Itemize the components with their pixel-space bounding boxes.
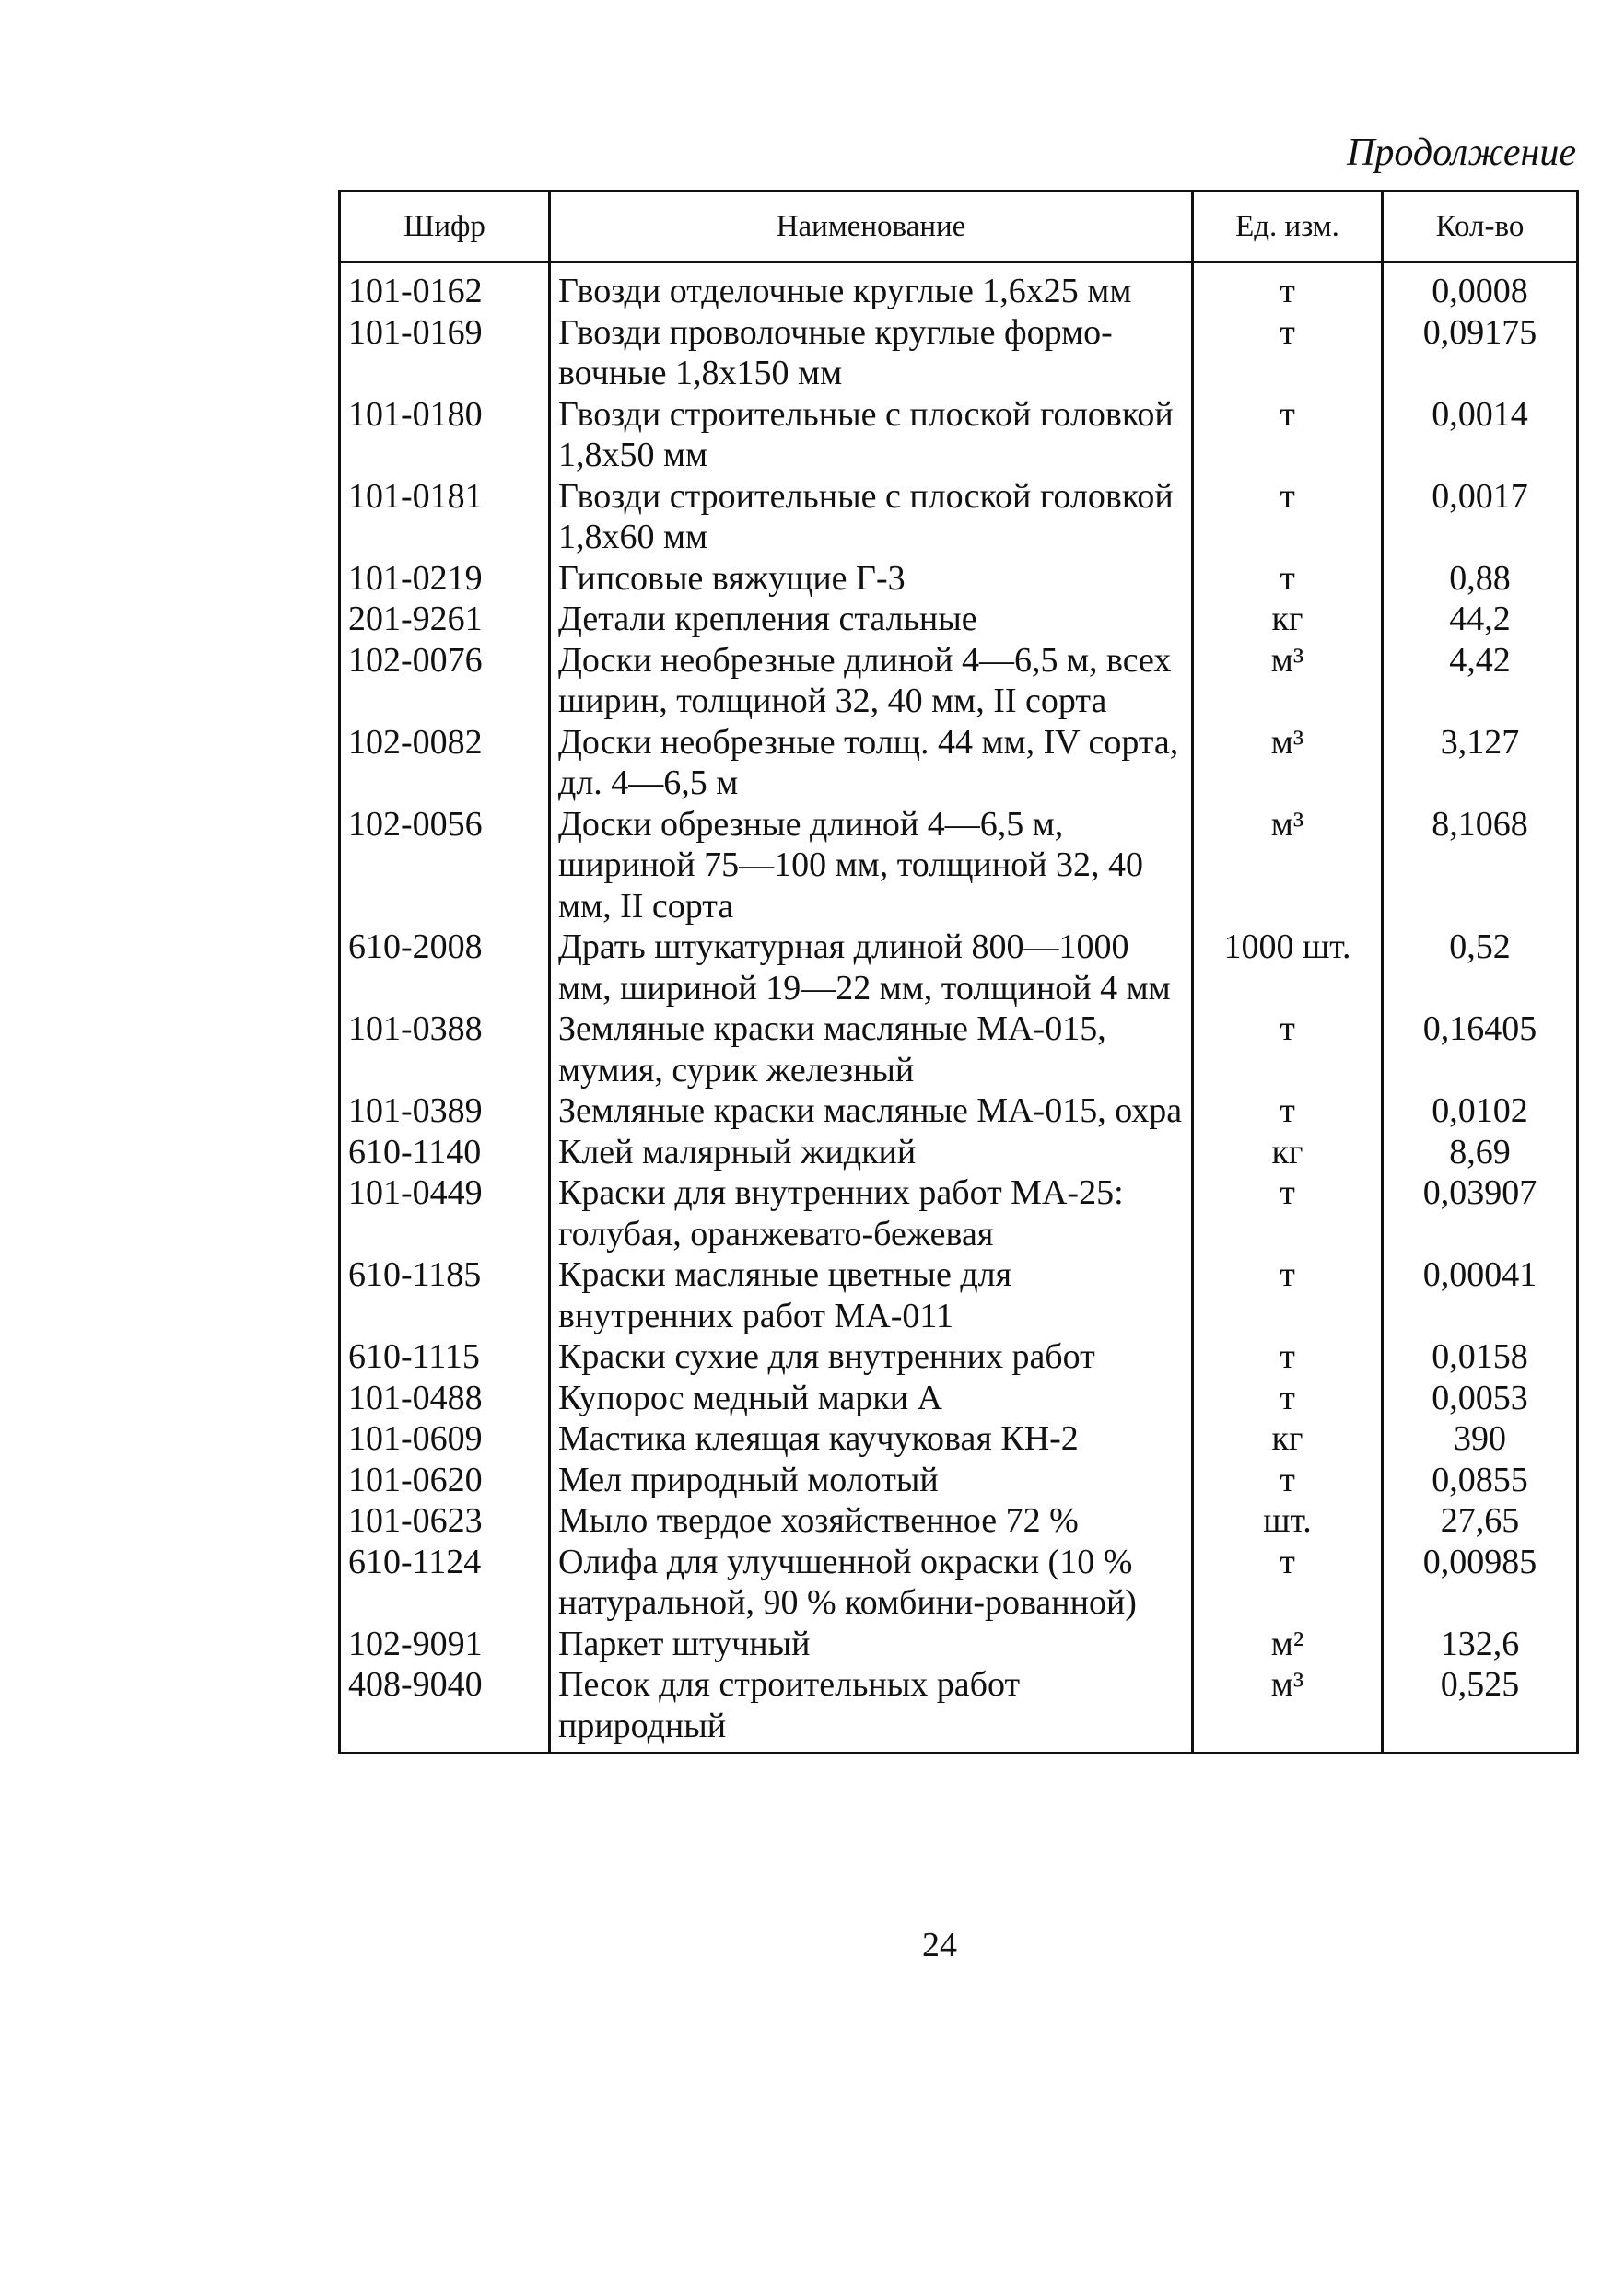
cell-code: 102-0056 [340, 804, 550, 927]
cell-code: 610-1140 [340, 1132, 550, 1173]
cell-code: 102-0082 [340, 722, 550, 804]
cell-code: 610-1124 [340, 1542, 550, 1624]
cell-name: Гвозди строительные с плоской головкой 1,8х60 мм [550, 476, 1193, 558]
cell-name: Олифа для улучшенной окраски (10 % натуральной, 90 % комбини-рованной) [550, 1542, 1193, 1624]
cell-quantity: 0,52 [1383, 927, 1578, 1008]
continuation-label: Продолжение [1347, 132, 1576, 174]
cell-name: Краски сухие для внутренних работ [550, 1336, 1193, 1378]
table-row [340, 1336, 1578, 1378]
cell-unit: м³ [1193, 804, 1383, 927]
cell-quantity: 0,0014 [1383, 394, 1578, 476]
table-row [340, 722, 1578, 804]
cell-name: Песок для строительных работ природный [550, 1664, 1193, 1754]
table-row [340, 1460, 1578, 1501]
table-row [340, 1090, 1578, 1132]
cell-quantity: 8,69 [1383, 1132, 1578, 1173]
cell-code: 101-0162 [340, 262, 550, 312]
table-header-row [340, 192, 1578, 262]
column-header-code: Шифр [340, 192, 550, 262]
table-row [340, 1500, 1578, 1542]
table-row [340, 1008, 1578, 1090]
cell-unit: 1000 шт. [1193, 927, 1383, 1008]
column-header-name: Наименование [550, 192, 1193, 262]
table-row [340, 558, 1578, 600]
cell-name: Земляные краски масляные МА-015, мумия, сурик железный [550, 1008, 1193, 1090]
cell-unit: т [1193, 1254, 1383, 1336]
cell-quantity: 4,42 [1383, 640, 1578, 722]
cell-code: 101-0488 [340, 1378, 550, 1419]
table-row [340, 640, 1578, 722]
cell-quantity: 0,0053 [1383, 1378, 1578, 1419]
cell-code: 610-1185 [340, 1254, 550, 1336]
cell-unit: т [1193, 312, 1383, 394]
cell-quantity: 0,00041 [1383, 1254, 1578, 1336]
cell-code: 610-1115 [340, 1336, 550, 1378]
cell-name: Мастика клеящая каучуковая КН-2 [550, 1418, 1193, 1460]
table-row [340, 1542, 1578, 1624]
cell-quantity: 0,09175 [1383, 312, 1578, 394]
materials-table [338, 190, 1579, 1754]
cell-name: Краски для внутренних работ МА-25: голубая, оранжевато-бежевая [550, 1172, 1193, 1254]
table-row [340, 1624, 1578, 1665]
column-header-unit: Ед. изм. [1193, 192, 1383, 262]
cell-code: 101-0169 [340, 312, 550, 394]
cell-quantity: 0,525 [1383, 1664, 1578, 1754]
cell-name: Краски масляные цветные для внутренних работ МА-011 [550, 1254, 1193, 1336]
cell-name: Клей малярный жидкий [550, 1132, 1193, 1173]
cell-name: Мыло твердое хозяйственное 72 % [550, 1500, 1193, 1542]
cell-quantity: 390 [1383, 1418, 1578, 1460]
cell-quantity: 0,88 [1383, 558, 1578, 600]
table-row [340, 476, 1578, 558]
cell-quantity: 0,0017 [1383, 476, 1578, 558]
cell-unit: т [1193, 558, 1383, 600]
column-header-quantity: Кол-во [1383, 192, 1578, 262]
cell-unit: т [1193, 262, 1383, 312]
cell-code: 101-0609 [340, 1418, 550, 1460]
cell-name: Доски необрезные толщ. 44 мм, IV сорта, дл. 4—6,5 м [550, 722, 1193, 804]
cell-quantity: 27,65 [1383, 1500, 1578, 1542]
cell-unit: т [1193, 476, 1383, 558]
cell-unit: т [1193, 1336, 1383, 1378]
table-row [340, 927, 1578, 1008]
cell-unit: т [1193, 1008, 1383, 1090]
table-row [340, 1378, 1578, 1419]
cell-name: Драть штукатурная длиной 800—1000 мм, шириной 19—22 мм, толщиной 4 мм [550, 927, 1193, 1008]
cell-quantity: 0,0008 [1383, 262, 1578, 312]
cell-name: Гвозди отделочные круглые 1,6х25 мм [550, 262, 1193, 312]
cell-code: 201-9261 [340, 599, 550, 640]
cell-quantity: 0,0102 [1383, 1090, 1578, 1132]
cell-unit: т [1193, 1090, 1383, 1132]
table-row [340, 1418, 1578, 1460]
cell-unit: шт. [1193, 1500, 1383, 1542]
table-body [340, 262, 1578, 1754]
cell-unit: т [1193, 1172, 1383, 1254]
cell-quantity: 44,2 [1383, 599, 1578, 640]
cell-name: Детали крепления стальные [550, 599, 1193, 640]
cell-code: 102-9091 [340, 1624, 550, 1665]
cell-unit: т [1193, 1378, 1383, 1419]
table-row [340, 312, 1578, 394]
table-row [340, 1254, 1578, 1336]
cell-name: Гвозди проволочные круглые формо-вочные 1,8х150 мм [550, 312, 1193, 394]
cell-quantity: 0,0158 [1383, 1336, 1578, 1378]
cell-code: 408-9040 [340, 1664, 550, 1754]
table-row [340, 804, 1578, 927]
cell-name: Гипсовые вяжущие Г-3 [550, 558, 1193, 600]
cell-unit: т [1193, 1542, 1383, 1624]
cell-unit: кг [1193, 1132, 1383, 1173]
cell-quantity: 132,6 [1383, 1624, 1578, 1665]
cell-unit: м³ [1193, 1664, 1383, 1754]
page-number: 24 [922, 1926, 957, 1964]
cell-unit: т [1193, 1460, 1383, 1501]
cell-quantity: 8,1068 [1383, 804, 1578, 927]
cell-code: 101-0219 [340, 558, 550, 600]
table-row [340, 394, 1578, 476]
cell-code: 610-2008 [340, 927, 550, 1008]
cell-name: Купорос медный марки А [550, 1378, 1193, 1419]
cell-code: 101-0389 [340, 1090, 550, 1132]
cell-unit: кг [1193, 1418, 1383, 1460]
cell-code: 102-0076 [340, 640, 550, 722]
cell-name: Доски необрезные длиной 4—6,5 м, всех ширин, толщиной 32, 40 мм, II сорта [550, 640, 1193, 722]
table-row [340, 1664, 1578, 1754]
cell-name: Гвозди строительные с плоской головкой 1,8х50 мм [550, 394, 1193, 476]
cell-code: 101-0620 [340, 1460, 550, 1501]
cell-unit: т [1193, 394, 1383, 476]
cell-unit: м² [1193, 1624, 1383, 1665]
cell-unit: м³ [1193, 722, 1383, 804]
cell-name: Паркет штучный [550, 1624, 1193, 1665]
table-row [340, 599, 1578, 640]
table-row [340, 262, 1578, 312]
cell-code: 101-0181 [340, 476, 550, 558]
cell-quantity: 0,00985 [1383, 1542, 1578, 1624]
table-row [340, 1172, 1578, 1254]
cell-name: Мел природный молотый [550, 1460, 1193, 1501]
cell-code: 101-0180 [340, 394, 550, 476]
cell-unit: м³ [1193, 640, 1383, 722]
cell-quantity: 3,127 [1383, 722, 1578, 804]
cell-name: Земляные краски масляные МА-015, охра [550, 1090, 1193, 1132]
cell-quantity: 0,03907 [1383, 1172, 1578, 1254]
cell-code: 101-0388 [340, 1008, 550, 1090]
cell-quantity: 0,16405 [1383, 1008, 1578, 1090]
cell-unit: кг [1193, 599, 1383, 640]
cell-quantity: 0,0855 [1383, 1460, 1578, 1501]
table-row [340, 1132, 1578, 1173]
cell-code: 101-0449 [340, 1172, 550, 1254]
cell-name: Доски обрезные длиной 4—6,5 м, шириной 75—100 мм, толщиной 32, 40 мм, II сорта [550, 804, 1193, 927]
cell-code: 101-0623 [340, 1500, 550, 1542]
